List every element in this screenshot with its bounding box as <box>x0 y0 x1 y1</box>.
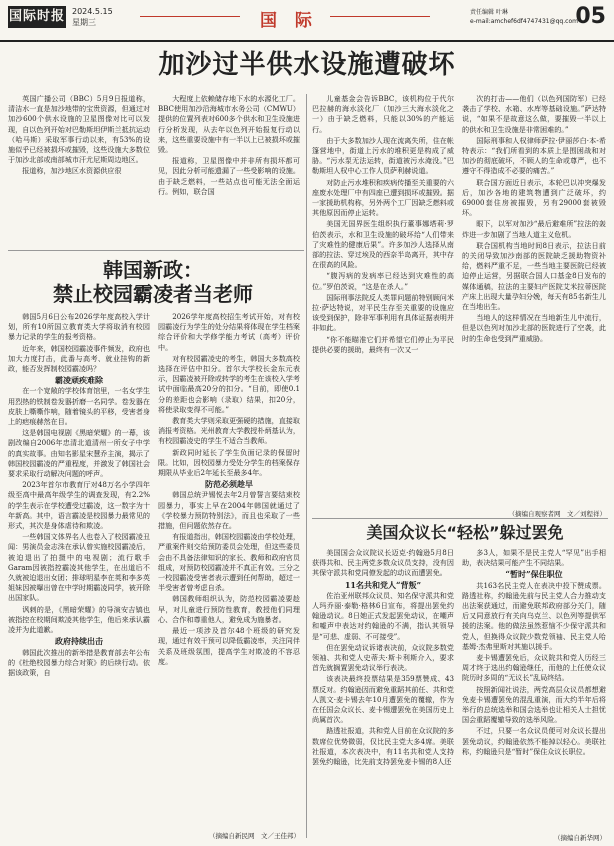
divider <box>8 250 304 251</box>
paragraph: 韩国教师组织认为，防范校园霸凌要趁早，对儿童进行预防性教育，教授他们同理心、合作和尊重他人，避免成为施暴者。 <box>158 594 300 624</box>
subheading: 防范必须趁早 <box>205 479 253 490</box>
paragraph: 联合国方面近日表示，本轮巴以冲突爆发后，加沙各地的建筑物遭到广泛破坏，约69000套住房被摧毁，另有29000套被毁坏。 <box>462 177 606 218</box>
paragraph: 教育类大学则采取更强硬的措施，直接取消报考资格。光州教育大学教授朴炳基认为，有校园霸凌史的学生不适合当教师。 <box>158 416 300 446</box>
article2-byline: （摘编自新民网 文／王佳邦） <box>209 832 300 840</box>
weekday-text: 星期三 <box>72 18 96 27</box>
divider <box>312 518 608 519</box>
editor-email: e-mail:amchef6df4747431@qq.com <box>470 18 578 25</box>
subheading: “暂时”保住职位 <box>505 569 563 580</box>
paragraph: 2023年首尔市教育厅对48万名小学四年级至高中最高年级学生的调查发现，有2.2%的学生表示在学校遭受过霸凌，这一数字为十年新高。其中，语言霸凌是校园暴力最常见的形式，其次是身体虐待和欺凌。 <box>8 480 150 531</box>
article3-col2 <box>462 548 606 828</box>
subheading: 11名共和党人“背叛” <box>344 579 422 590</box>
paragraph: 在一个宽敞的学校体育馆里，一名女学生用烈热的铁制卷发器折磨一名同学。卷发器在皮肤上嘶嘶作响，随着镜头的平移，受害者身上的疤痕赫然在目。 <box>8 386 150 427</box>
date-text: 2024.5.15 <box>72 7 113 16</box>
paragraph: 韩国总统尹锡悦去年2月曾誓言要结束校园暴力，事实上早在2004年韩国就通过了《学校暴力预防特别法》，而且也采取了一些措施，但问题依然存在。 <box>158 490 300 531</box>
header-rule-right <box>330 16 430 17</box>
paragraph: 由于大多数加沙人现在流离失所，住在帐篷营地中，街道上污水的堆积更是构成了威胁。“污水泵无法运转，街道被污水淹没。”巴勒斯坦人权中心工作人员萨利赫说道。 <box>312 135 454 176</box>
article1-col4 <box>462 94 606 504</box>
paragraph: 不过，只要一名众议员便可对众议长提出罢免动议，约翰逊依然不能掉以轻心。美联社称，约翰逊只是“暂时”保住众议长职位。 <box>462 726 606 756</box>
paragraph: “你不能瞄准它们并希望它们停止为平民提供必要的援助，最终有一次又一 <box>312 334 454 354</box>
paragraph: 佐治亚州联邦众议员、知名保守派共和党人玛乔丽·泰勒·格林6日宣布，将提出罢免约翰逊动议。8日她正式发起罢免动议，在嘲声和嘘声中表达对约翰逊的不满，指认其领导是“可悲、虚弱、不可接受”。 <box>312 590 454 641</box>
page-number: 05 <box>575 4 606 29</box>
paragraph: 美国无国界医生组织执行董事娜塔莉·罗伯茨表示，水和卫生设施的破坏给“人们带来了灾难性的健康后果”。许多加沙人选择从南部的拉法、穿过埃及的西奈半岛离开，其中存在很高的风险。 <box>312 219 454 270</box>
headline-korea-bullying <box>24 258 282 306</box>
paragraph: 但在罢免动议诉诸表决前，众议院多数党领袖、共和党人史蒂夫·斯卡利斯介入，要求首先就搁置罢免动议举行表决。 <box>312 642 454 673</box>
article3-col1 <box>312 548 454 838</box>
headline-us-speaker: 美国众议长“轻松”躲过罢免 <box>366 523 564 542</box>
paragraph: 报道称，卫星图像中并非所有损坏都可见，因此分析可能遗漏了一些受影响的设施。由于缺乏燃料，一些站点也可能无法全面运行。例如，联合国 <box>158 156 300 196</box>
article1-col2 <box>158 94 300 198</box>
paragraph: 最近一项涉及首尔48个班级的研究发现，通过有效干预可以降低霸凌率，关注同伴关系及班级氛围，提高学生对欺凌的不容忍度。 <box>158 626 300 666</box>
article2-col1 <box>8 312 150 838</box>
article2-col2 <box>158 312 300 826</box>
paragraph: 当地人的这样情况在当地新生儿中流行，但是以色列对加沙北部的医院进行了空袭，此时的生命也受到严重威胁。 <box>462 313 606 343</box>
headline-gaza-water: 加沙过半供水设施遭破坏 <box>158 50 456 80</box>
article1-col3 <box>312 94 454 504</box>
article3-byline: （摘编自新华网） <box>554 834 606 842</box>
paragraph: 美国国会众议院议长迈克·约翰逊5月8日获得共和、民主两党多数众议员支持，没有因其保守派共和党同僚发起的动议而遭罢免。 <box>312 548 454 578</box>
headline-line: 禁止校园霸凌者当老师 <box>53 282 253 306</box>
headline-line: 韩国新政： <box>103 258 203 282</box>
paragraph: 大程度上依赖储存地下水的水源化工厂。BBC使用加沙沿海城市水务公司（CMWU）提供的位置列表对600多个供水和卫生设施进行分析发现，从去年以色列开始报复行动以来，这些重要设施中有一半以上已被损坏或摧毁。 <box>158 94 300 155</box>
paragraph: 对有校园霸凌史的考生，韩国大多数高校选择在评估中扣分。首尔大学校长金东元表示，因霸凌被开除或转学的考生在该校入学考试中面临最高20分的扣分。“目前，即使0.1分的差距也会影响（录取）结果，扣20分，将使录取变得不可能。” <box>158 353 300 414</box>
paragraph: 共163名民主党人在表决中投下赞成票。路透社称，约翰逊先前与民主党人合力推动支出法案获通过，而避免联邦政府部分关门，随后又同意放行有关向乌克兰、以色列等提供军援的法案。他的做法虽然惹恼不少保守派共和党人，但换得众议院少数党领袖、民主党人哈基姆·杰弗里斯对其施以援手。 <box>462 580 606 651</box>
paragraph: 多3人，如果不是民主党人“罕见”出手相助，表决结果可能产生不同结果。 <box>462 548 606 568</box>
paragraph: 韩国此次推出的新举措是教育部去年公布的《杜绝校园暴力综合对策》的后续行动。依据该政策，自 <box>8 647 150 677</box>
paragraph: 2026学年度高校招生考试开始，对有校园霸凌行为学生的处分结果将体现在学生档案综合评价和大学修学能力考试（高考）评价中。 <box>158 312 300 352</box>
paragraph: “腹泻病的发病率已经达到灾难性的高位。”罗伯茨说，“这是在杀人。” <box>312 271 454 291</box>
editor-info <box>470 8 580 26</box>
subheading: 霸凌顽疾难除 <box>55 375 103 386</box>
paragraph: 报道称，加沙地区水资源供应很 <box>22 166 122 176</box>
article1-byline: （摘编自观察者网 文／刘程祥） <box>508 510 606 518</box>
subheading: 政府持续出击 <box>55 636 103 647</box>
paragraph: 这是韩国电视剧《黑暗荣耀》的一幕，该剧改编自2006年忠清北道清州一所女子中学的真实故事。由知名影星宋慧乔主演，揭示了韩国校园霸凌的严重程度，并激发了韩国社会要求采取行动解决问题的呼声。 <box>8 428 150 479</box>
paragraph: 讽刺的是，《黑暗荣耀》的导演安吉镐也被指控在校期间欺凌其他学生，他后来承认霸凌并为此道歉。 <box>8 604 150 635</box>
paragraph: 有报道指出，韩国校园霸凌由学校处理，严重案件则交给预防委员会处理，但这些委员会由不具备法律知识的家长、教师和政府官员组成，对预防校园霸凌并不真正有效。三分之一校园霸凌受害者表示遭到任何帮助，超过一半受害者曾考虑自杀。 <box>158 532 300 593</box>
editor-name: 责任编辑 叶琳 <box>470 9 508 16</box>
paragraph: 次的打击——他们（以色列国防军）已经袭击了学校、水箱、水库等基础设施。”萨达特说，“如果不是故意这么做，要摧毁一半以上的供水和卫生设施是非常困难的。” <box>462 94 606 134</box>
header-rule-left <box>140 16 240 17</box>
paragraph: 一些韩国文体界名人也卷入了校园霸凌丑闻：男演员金志洙在承认曾实施校园霸凌后，被迫退出了拍摄中的电视剧；流行歌手Garam因被指控霸凌其他学生，在出道后不久就被迫退出女团；排球明星李在英和李多英姐妹因被曝出曾在中学时期霸凌同学，被开除出国家队。 <box>8 532 150 603</box>
paragraph: 韩国5月6日公布2026学年度高校入学计划，所有10所国立教育类大学将取消有校园暴力记录的学生的报考资格。 <box>8 312 150 342</box>
paragraph: 国际刑事法院反人类罪问题前特别顾问米拉·萨达特说，对平民生存至关重要的设施应该受到保护，除非军事利用有具体证据表明并非如此。 <box>312 292 454 333</box>
column-divider <box>306 94 307 838</box>
paragraph: 国际刑事和人权律师萨拉·伊丽莎白·本-希特表示：“我们所看到的本质上是围困战和对加沙的彻底破坏，不顾人的生命或尊严，也不遵守不得造成不必要的痛苦。” <box>462 135 606 176</box>
paragraph: 联合国机构当地时间8日表示，拉法日前的关闭导致加沙南部的医院缺乏援助物资补给，燃料严重不足，一些当地主要医院已经被迫停止运营，另据联合国人口基金8日发布的媒体通稿，拉法的主要妇产医院艾米拉蒂医院产床上出现大量孕妇分娩，每天有85名新生儿在当地出生。 <box>462 240 606 312</box>
paragraph: 该表决最终投票结果是359票赞成、43票反对。约翰逊因而避免重蹈其前任、共和党人凯文·麦卡锡去年10月遭罢免的覆辙，作为在任国会众议长、麦卡锡遭罢免在美国历史上尚属首次。 <box>312 674 454 725</box>
paragraph: 新政同时延长了学生负面记录的保留时限。比如，因校园暴力受处分学生的档案保存期限从毕业后2年延长至最多4年。 <box>158 447 300 478</box>
paragraph: 路透社报道，共和党人目前在众议院的多数席位优势微弱，仅比民主党大多4席。美联社报道，本次表决中，有11名共和党人支持罢免约翰逊，比先前支持罢免麦卡锡的8人还 <box>312 726 454 767</box>
issue-date <box>72 6 113 28</box>
article1-col1 <box>8 94 150 178</box>
paragraph: 英国广播公司（BBC）5月9日报道称，清洁水一直是加沙地带的宝贵资源，但通过对加沙600个供水设施的卫星图像对比可以发现，自以色列开始对巴勒斯坦伊斯兰抵抗运动（哈马斯）采取军事行动以来，有53%的设施似乎已经被损坏或摧毁，这些设施大多数位于加沙北部或南部城市汗尤尼斯周边地区。 <box>8 94 150 165</box>
paragraph: 儿童基金会告诉BBC，该机构位于代尔巴拉赫的海水淡化厂（加沙三大海水淡化之一）由于缺乏燃料，只能以30%的产能运行。 <box>312 94 454 134</box>
paragraph: 近年来，韩国校园霸凌事件频发，政府也加大力度打击，此番与高考、就业挂钩的新政，能否发挥制校园霸凌吗？ <box>8 343 150 374</box>
paragraph: 麦卡锡遭罢免后，众议院共和党人历经三周才终于选出约翰逊继任，而他的上任使众议院历时多周的“无议长”乱局终结。 <box>462 653 606 683</box>
paragraph: 眼下，以军对加沙“最后避难所”拉法的轰炸进一步加剧了当地人道主义危机。 <box>462 219 606 239</box>
paragraph: 对防止污水堆积和疾病传播至关重要的六座废水处理厂中有四座已遭到损坏或摧毁。据一家援助机构称，另外两个工厂因缺乏燃料或其他原因而停止运转。 <box>312 177 454 218</box>
section-title: 国 际 <box>260 11 318 31</box>
masthead <box>0 0 614 42</box>
paragraph: 按照新闻社说法，两党高层众议员都想避免麦卡锡遭罢免的混乱重演，而大约半年后将举行的总统选举和国会选举也让相关人士担忧国会重蹈覆辙导致的选举风险。 <box>462 684 606 725</box>
newspaper-logo: 国际时报 <box>8 6 66 28</box>
